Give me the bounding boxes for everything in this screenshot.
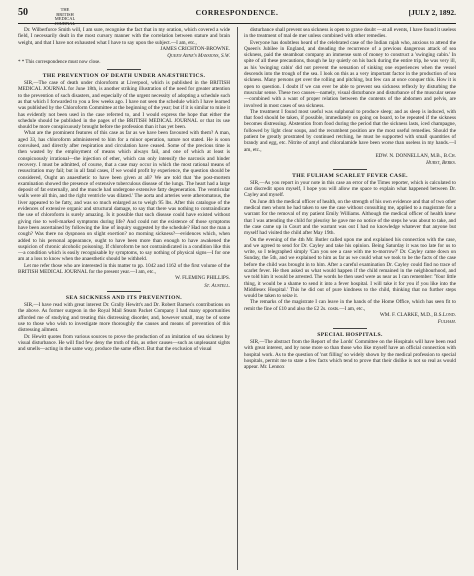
- paragraph: disturbance shall prevent sea sickness is open to grave doubt —at all events, I have found it useless in the treatment of mal de mer unless combined with other remedies.: [244, 27, 456, 40]
- issue-date: [JULY 2, 1892.: [408, 8, 456, 17]
- paragraph: SIR,—I have read with great interest Dr. Grally Hewitt's and Dr. Robert Barnes's contributions on the above. As former surgeon in the Royal Mail Steam Packet Company I had many opportunities afforded me of studying and treating this distressing disorder, and, however small, may be of some use to those who wish to investigate more thoroughly the causes and means of prevention of this distressing ailment.: [18, 302, 230, 334]
- paragraph: On June 4th the medical officer of health, on the strength of his own evidence and that of two other medical men whom he had taken to see the case without consulting me, applied to a magistrate for a warrant for the removal of my patient Emily Williams. Although the medical officer of health knew that I was attending the child for pleurisy he gave me no notice of the steps he was about to take, and the case came up in Court and the warrant was out I had no knowledge whatever that anyone but myself had visited the child after May 19th.: [244, 198, 456, 237]
- signature-place: Queen Anne's Mansions, S.W.: [167, 53, 230, 60]
- article-heading: SEA SICKNESS AND ITS PREVENTION.: [65, 294, 183, 301]
- paragraph: Let me refer those who are interested in this matter to pp. 1042 and 1162 of the first volume of the BRITISH MEDICAL JOURNAL for the present year.—I am, etc.,: [18, 262, 230, 275]
- signature-place: Fulham.: [437, 319, 456, 326]
- left-column: [18, 27, 230, 570]
- paragraph: SIR,—The case of death under chloroform at Liverpool, which is published in the BRITISH MEDICAL JOURNAL for June 18th, is another striking illustration of the need for greater attention to the prevention of such disasters, and especially of the urgent necessity of adopting a schedule such as that which I forwarded to you a few weeks ago. I have not seen the schedule which I have learned was published by the Chloroform Committee at the beginning of the year; but if it is similar to mine it has evidently not been used in the case referred to, and I would express the hope that either the schedule should be published in the pages of the BRITISH MEDICAL JOURNAL or that its use should be more conspicuously brought before the profession than it has yet been.: [18, 80, 230, 131]
- article-heading: THE FULHAM SCARLET FEVER CASE.: [292, 172, 408, 179]
- paragraph: SIR,—As you report in your note in this case an error of the Times reporter, which is calculated to cast discredit upon myself, I hope you will allow me space to explain what happened between Dr. Cayley and myself.: [244, 179, 456, 199]
- header-rule: [18, 23, 456, 24]
- column-divider: [237, 27, 238, 570]
- paragraph: The remarks of the magistrate I can leave in the hands of the Home Office, which has seen fit to remit the fine of £10 and also the £2 2s. costs.—I am, etc.,: [244, 299, 456, 312]
- section-divider: [107, 291, 141, 292]
- right-column: [244, 27, 456, 570]
- paragraph: What are the prominent features of this case as far as we have been favoured with them? A man, aged 33, has chloroform administered to him for a minor operation, nature not stated. He is soon convulsed, and directly after respiration and circulation have ceased. Some of the precious time is then wasted by the employment of means which always fail, and one of which at least is conspicuously irrational—the injection of ether, which can only intensify the narcosis and hinder recovery. I must be admitted, of course, that a case may occur in which the most rational means of resuscitation may fail; but in all fatal cases, if we would profit by experience, the question should be considered, Ought an anaesthetic to have been given at all? We are told that 'the post-mortem examination showed the presence of extensive tuberculous disease of the lungs. The heart had a large deposit of fat externally, and the muscle had undergone extensive fatty degeneration. The ventricular walls were all thin, and the right ventricle was dilated.' The aorta and arteries were atheromatous, the liver appeared to be fatty, and was so much enlarged as to weigh 95 lbs. After this catalogue of the evidences of extensive organic and structural damage, to say that there was nothing to contraindicate the use of chloroform is surely amazing. Is it possible that such disease could have existed without giving rise to well-marked symptoms during life? And could not the existence of those symptoms have been ascertained by following the line of inquiry suggested by the schedule? Had not the man a cough? Was there no dyspnoea on slight exertion? no morning sickness?—evidences which, when added to his personal appearance, ought to have been more than enough to have awakened the suspicion of chronic alcoholic poisoning. If chloroform be not contraindicated in a condition like this—a condition which is easily recognisable by symptoms, to say nothing of physical signs—I for one am at a loss to know when the anaesthetic should be withheld.: [18, 130, 230, 263]
- section-divider: [333, 169, 367, 170]
- page-number: 50: [18, 7, 28, 18]
- signature-name: WM. F. CLARKE, M.D., B.S.Lond.: [379, 312, 456, 319]
- article-heading: SPECIAL HOSPITALS.: [317, 331, 383, 338]
- section-divider: [333, 328, 367, 329]
- paragraph: Dr. Wilberforce Smith will, I am sure, recognise the fact that in my oration, which covered a wide field, I necessarily dealt in the most cursory manner with the correlation between stature and brain weight, and that I have not exhausted what I have to say upon the subject.—I am, etc.,: [18, 27, 230, 46]
- paragraph: On the evening of the 4th Mr. Butler called upon me and explained his connection with the case, and we agreed to send for Dr. Cayley and take his opinion. Being Saturday it was too late for us to write, so I telegraphed simply 'Can you see a case with me to-morrow?' Dr. Cayley came down on Sunday, the 5th, and we explained to him as far as we could what we took to be the facts of the case before the child was brought in to him. After a careful examination Dr. Cayley could find no trace of scarlet fever. He then asked us what would happen if the child remained in the neighbourhood, and we told him it would be arrested. The words he then used were as near as I can remember: 'Your little thing, it would be a shame to send it into a fever hospital. I will take it for you if you like into the Middlesex Hospital.' This he did out of pure kindness to the child, thinking that no further steps would be taken to seize it.: [244, 236, 456, 300]
- signature-place: St. Austell.: [204, 282, 230, 289]
- signature-name: W. FLEMING PHILLIPS.: [175, 275, 230, 282]
- signature-name: JAMES CRICHTON-BROWNE.: [160, 45, 230, 52]
- section-title: CORRESPONDENCE.: [195, 8, 279, 17]
- paragraph: Dr. Hewitt quotes from various sources to prove the production of an imitation of sea sickness by visual disturbance. He will find few deny the truth of this, as other causes—such as unpleasant sights and smells—acting in the same way, produce the same effect. But that the exclusion of visual: [18, 333, 230, 353]
- signature-place: Hurst, Berks.: [426, 160, 456, 167]
- article-heading: THE PREVENTION OF DEATH UNDER ANÆSTHETICS.: [42, 72, 206, 79]
- editor-note: * * This correspondence must now close.: [18, 60, 101, 66]
- paragraph: Everyone has doubtless heard of the celebrated case of the Indian rajah who, anxious to attend the Queen's Jubilee in England, and dreading the recurrence of a previous dangerous attack of sea sickness, paid the steamboat company an immense sum of money to construct a 'swinging cabin.' In spite of all these precautions, though he lay quietly on his back during the entire trip, he was very ill, as his 'swinging cabin' did not prevent the sensation of sinking one experiences when the vessel descends into the trough of the sea. I look on this as a very important factor in the production of sea sickness. Many persons get over the rolling and pitching, but few can at once conquer this. How it is open to question. I doubt if we can ever be able to prevent sea sickness reflexly by disturbing the muscular sense. These two causes—namely, visual disturbance and disturbance of the muscular sense—combined with a want of proper relation between the contents of the abdomen and pelvis, are involved in most cases of sea sickness.: [244, 39, 456, 109]
- paragraph: SIR,—The abstract from the Report of the Lords' Committee on the Hospitals will have been read with great interest, and by none more so than those who like myself have an official connection with hospital work. As to the question of 'not filling' so widely shown by the medical profession to special hospitals, permit me to state a few facts which tend to prove that their dislike is not so real as would appear. Mr. Lennox: [244, 338, 456, 371]
- signature-name: EDW. N. DONNELLAN, M.B., B.Ch.: [375, 152, 456, 159]
- section-divider: [107, 69, 141, 70]
- journal-name: THE BRITISH MEDICAL JOURNAL: [54, 7, 76, 26]
- paragraph: The treatment I found most useful was sulphonal to produce sleep; and as sleep is induced, with that food should be taken, if possible, immediately on going on board, to be repeated if the sickness becomes distressing. Abstention from food during the period that the sickness lasts, iced champagne, followed by light clear soups, and the recumbent position are the most useful remedies. Should the patient be greatly prostrated by continued retching, he must be supported with small quantities of brandy and egg, etc. Nitrite of amyl and chloralamide have been worse than useless in my hands.—I am, etc.,: [244, 108, 456, 153]
- page-header: [18, 7, 456, 27]
